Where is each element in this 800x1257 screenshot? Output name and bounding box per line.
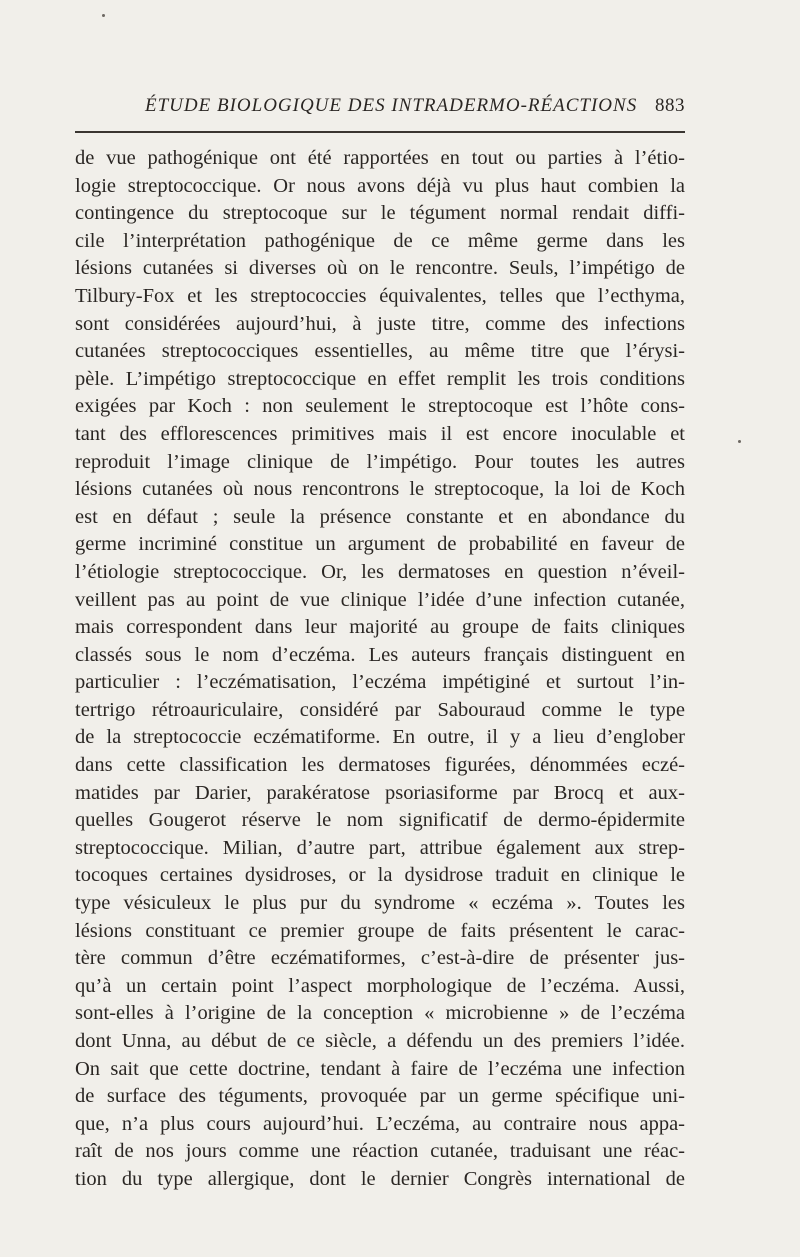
text-line: tère commun d’être eczématiformes, c’est-à-dire de présenter jus-	[75, 947, 685, 970]
text-line: mais correspondent dans leur majorité au groupe de faits cliniques	[75, 616, 685, 639]
text-line: de vue pathogénique ont été rapportées en tout ou parties à l’étio-	[75, 147, 685, 169]
body-paragraph	[75, 145, 685, 1194]
text-line: Tilbury-Fox et les streptococcies équivalentes, telles que l’ecthyma,	[75, 284, 685, 307]
text-line: reproduit l’image clinique de l’impétigo. Pour toutes les autres	[75, 450, 685, 473]
text-line: sont-elles à l’origine de la conception « microbienne » de l’eczéma	[75, 1002, 685, 1025]
text-line: quelles Gougerot réserve le nom significatif de dermo-épidermite	[75, 809, 685, 832]
text-line: particulier : l’eczématisation, l’eczéma impétiginé et surtout l’in-	[75, 671, 685, 694]
margin-dot	[738, 440, 741, 443]
text-line: lésions cutanées si diverses où on le rencontre. Seuls, l’impétigo de	[75, 257, 685, 280]
text-line: cile l’interprétation pathogénique de ce même germe dans les	[75, 229, 685, 252]
text-line: l’étiologie streptococcique. Or, les dermatoses en question n’éveil-	[75, 560, 685, 583]
text-line: tant des efflorescences primitives mais il est encore inoculable et	[75, 422, 685, 445]
text-line: streptococcique. Milian, d’autre part, attribue également aux strep-	[75, 836, 685, 859]
text-line: dans cette classification les dermatoses figurées, dénommées eczé-	[75, 754, 685, 777]
text-line: lésions constituant ce premier groupe de faits présentent le carac-	[75, 919, 685, 942]
text-line: que, n’a plus cours aujourd’hui. L’eczéma, au contraire nous appa-	[75, 1112, 685, 1135]
text-line: qu’à un certain point l’aspect morphologique de l’eczéma. Aussi,	[75, 974, 685, 997]
page-number: 883	[655, 95, 685, 116]
text-line: germe incriminé constitue un argument de probabilité en faveur de	[75, 533, 685, 556]
text-line: tion du type allergique, dont le dernier Congrès international de	[75, 1167, 685, 1190]
header-rule	[75, 131, 685, 133]
text-line: exigées par Koch : non seulement le streptocoque est l’hôte cons-	[75, 395, 685, 418]
text-line: de surface des téguments, provoquée par un germe spécifique uni-	[75, 1085, 685, 1108]
text-line: On sait que cette doctrine, tendant à faire de l’eczéma une infection	[75, 1057, 685, 1080]
text-line: lésions cutanées où nous rencontrons le streptocoque, la loi de Koch	[75, 478, 685, 501]
running-head	[75, 95, 685, 125]
text-line: pèle. L’impétigo streptococcique en effet remplit les trois conditions	[75, 367, 685, 390]
text-line: logie streptococcique. Or nous avons déjà vu plus haut combien la	[75, 174, 685, 197]
text-line: dont Unna, au début de ce siècle, a défendu un des premiers l’idée.	[75, 1030, 685, 1052]
text-line: veillent pas au point de vue clinique l’idée d’une infection cutanée,	[75, 588, 685, 611]
text-line: type vésiculeux le plus pur du syndrome « eczéma ». Toutes les	[75, 892, 685, 915]
text-line: sont considérées aujourd’hui, à juste titre, comme des infections	[75, 312, 685, 335]
text-line: tertrigo rétroauriculaire, considéré par Sabouraud comme le type	[75, 698, 685, 721]
text-line: tocoques certaines dysidroses, or la dysidrose traduit en clinique le	[75, 864, 685, 887]
running-title: ÉTUDE BIOLOGIQUE DES INTRADERMO-RÉACTIONS	[145, 95, 638, 116]
text-line: contingence du streptocoque sur le tégument normal rendait diffi-	[75, 202, 685, 225]
margin-dot	[102, 14, 105, 17]
text-line: matides par Darier, parakératose psoriasiforme par Brocq et aux-	[75, 781, 685, 804]
text-line: de la streptococcie eczématiforme. En outre, il y a lieu d’englober	[75, 726, 685, 749]
text-line: raît de nos jours comme une réaction cutanée, traduisant une réac-	[75, 1140, 685, 1163]
text-line: classés sous le nom d’eczéma. Les auteurs français distinguent en	[75, 643, 685, 666]
text-line: est en défaut ; seule la présence constante et en abondance du	[75, 505, 685, 528]
text-line: cutanées streptococciques essentielles, au même titre que l’érysi-	[75, 340, 685, 363]
